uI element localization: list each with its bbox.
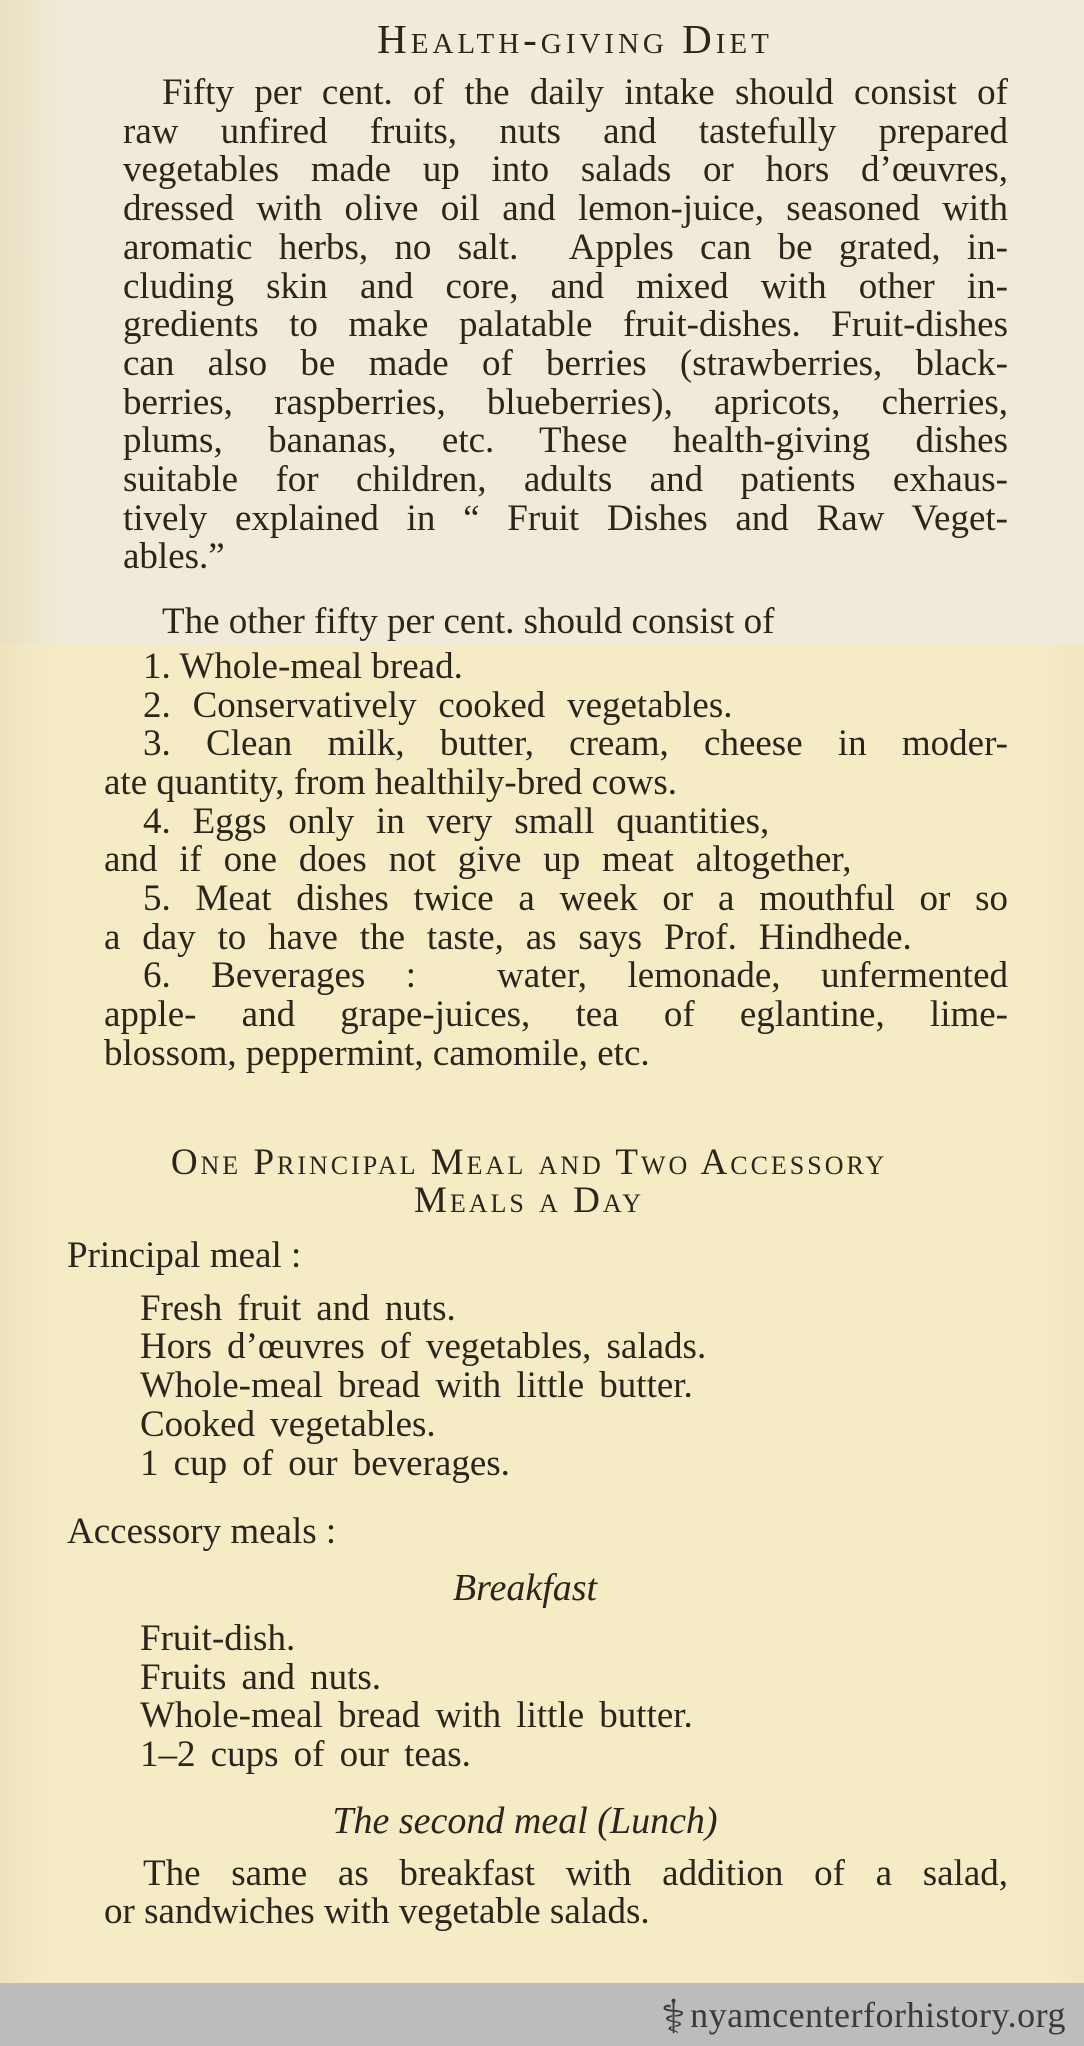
section-heading xyxy=(60,1141,998,1222)
text-line: berries, raspberries, blueberries), apricots, cherries, xyxy=(123,381,1008,423)
text-line: vegetables made up into salads or hors d’œuvres, xyxy=(123,149,1008,191)
text-line: dressed with olive oil and lemon-juice, seasoned with xyxy=(123,188,1008,230)
text-line: 1 cup of our beverages. xyxy=(140,1442,510,1484)
text-line: The same as breakfast with addition of a salad, xyxy=(143,1852,1008,1894)
text-line: Fruits and nuts. xyxy=(140,1656,382,1698)
text-line: Meals a Day xyxy=(413,1180,645,1222)
lunch-paragraph xyxy=(104,1852,1008,1933)
breakfast-heading: Breakfast xyxy=(452,1566,598,1609)
principal-meal-label: Principal meal : xyxy=(67,1234,302,1276)
text-line: 1. Whole-meal bread. xyxy=(143,645,463,687)
text-line: ate quantity, from healthily-bred cows. xyxy=(104,761,677,803)
text-line: aromatic herbs, no salt. Apples can be grated, in- xyxy=(123,226,1008,268)
accessory-meals-label: Accessory meals : xyxy=(67,1511,337,1553)
text-line: Whole-meal bread with little butter. xyxy=(140,1695,693,1737)
intro-paragraph xyxy=(123,74,1008,577)
text-line: Cooked vegetables. xyxy=(140,1403,436,1445)
diet-numbered-list xyxy=(104,645,1008,1074)
text-line: ables.” xyxy=(123,536,225,578)
text-line: plums, bananas, etc. These health-giving dishes xyxy=(123,420,1008,462)
text-line: 1–2 cups of our teas. xyxy=(140,1734,471,1776)
watermark-url: nyamcenterforhistory.org xyxy=(690,1994,1066,2035)
text-line: The other fifty per cent. should consist of xyxy=(162,601,775,643)
text-line: blossom, peppermint, camomile, etc. xyxy=(104,1032,650,1074)
text-line: 2. Conservatively cooked vegetables. xyxy=(143,684,733,726)
text-line: apple- and grape-juices, tea of eglantine, lime- xyxy=(104,994,1008,1036)
text-line: 5. Meat dishes twice a week or a mouthful or so xyxy=(143,878,1008,920)
text-line: 6. Beverages : water, lemonade, unfermented xyxy=(143,955,1008,997)
text-line: Fifty per cent. of the daily intake should consist of xyxy=(162,72,1008,113)
text-line: a day to have the taste, as says Prof. Hindhede. xyxy=(104,916,912,958)
text-line: and if one does not give up meat altogether, xyxy=(104,839,852,881)
text-line: Fruit-dish. xyxy=(140,1617,296,1659)
text-line: gredients to make palatable fruit-dishes. Fruit-dishes xyxy=(123,304,1008,346)
text-line: cluding skin and core, and mixed with other in- xyxy=(123,265,1008,307)
text-line: suitable for children, adults and patients exhaus- xyxy=(123,459,1008,501)
text-line: Fresh fruit and nuts. xyxy=(140,1287,456,1329)
watermark-bar xyxy=(0,1983,1084,2046)
page-title: Health-giving Diet xyxy=(377,16,773,62)
page-content xyxy=(0,16,1084,1932)
text-line: Whole-meal bread with little butter. xyxy=(140,1365,693,1407)
breakfast-list xyxy=(140,1617,1084,1776)
text-line: Hors d’œuvres of vegetables, salads. xyxy=(140,1326,707,1368)
asclepius-staff-icon: ⚕ xyxy=(660,1990,687,2045)
text-line: 3. Clean milk, butter, cream, cheese in moder- xyxy=(143,723,1008,765)
lunch-heading: The second meal (Lunch) xyxy=(332,1799,718,1842)
principal-meal-list xyxy=(140,1287,1084,1484)
text-line: raw unfired fruits, nuts and tastefully prepared xyxy=(123,110,1008,152)
text-line: One Principal Meal and Two Accessory xyxy=(170,1141,888,1183)
text-line: or sandwiches with vegetable salads. xyxy=(104,1891,650,1933)
text-line: 4. Eggs only in very small quantities, xyxy=(143,800,770,842)
transition-paragraph xyxy=(123,603,1008,642)
text-line: can also be made of berries (strawberries, black- xyxy=(123,342,1008,384)
text-line: tively explained in “ Fruit Dishes and Raw Veget- xyxy=(123,497,1008,539)
